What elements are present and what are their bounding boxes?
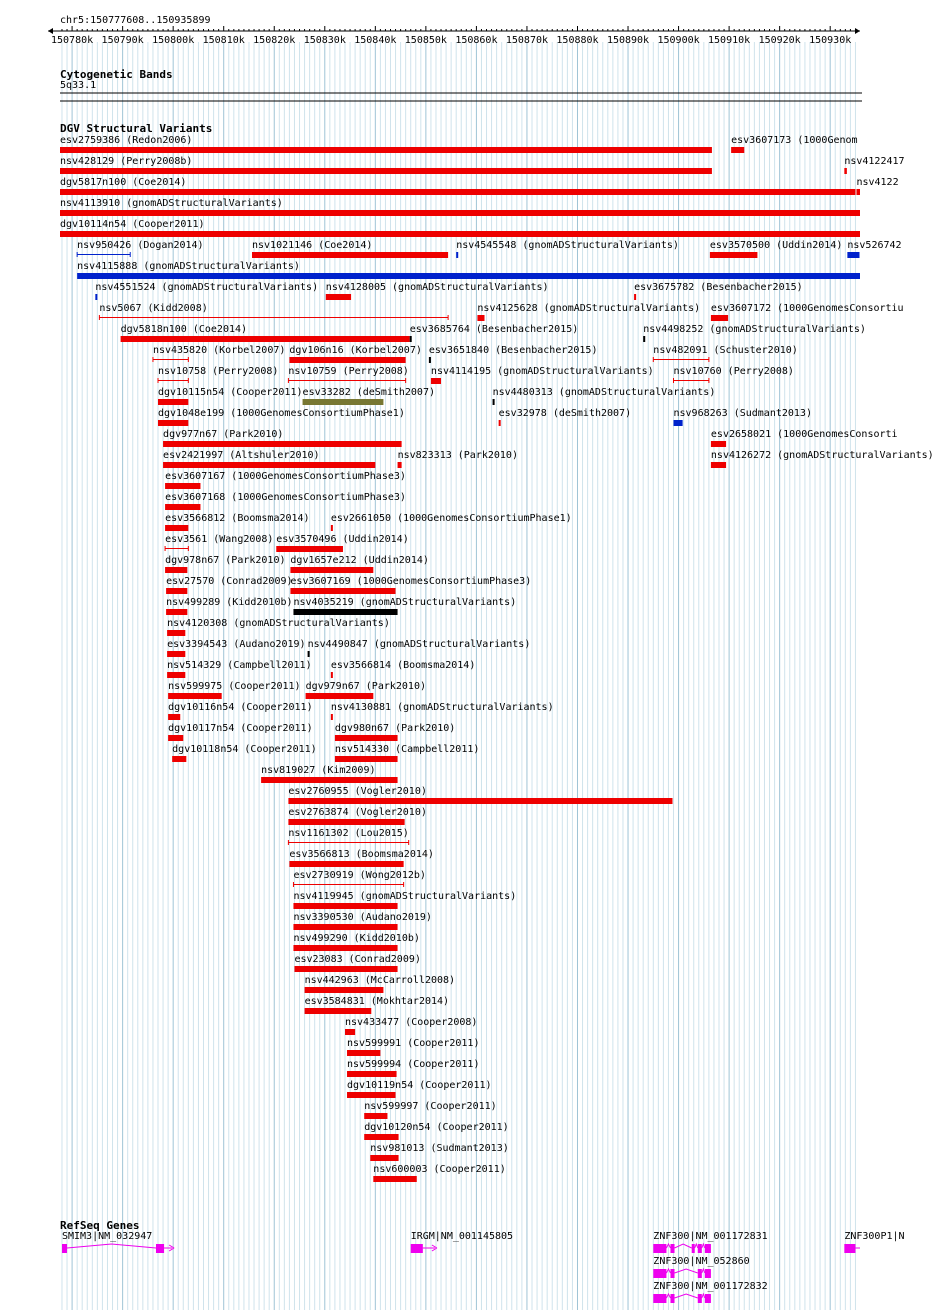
gene-exon[interactable]: [653, 1294, 666, 1303]
variant-label[interactable]: dgv977n67 (Park2010): [163, 429, 284, 440]
variant-bar[interactable]: [364, 1113, 387, 1119]
ruler-tick-label: 150900k: [657, 35, 700, 46]
variant-label[interactable]: esv3566814 (Boomsma2014): [330, 660, 476, 671]
variant-bar[interactable]: [305, 987, 384, 993]
gene-exon[interactable]: [653, 1269, 666, 1278]
variant-bar[interactable]: [331, 525, 333, 531]
ruler-tick-label: 150800k: [152, 35, 195, 46]
variant-label[interactable]: esv2759386 (Redon2006): [60, 135, 193, 146]
variant-label[interactable]: nsv1161302 (Lou2015): [288, 828, 409, 839]
variant-bar[interactable]: [293, 924, 397, 930]
variant-label[interactable]: esv3685764 (Besenbacher2015): [409, 324, 579, 335]
variant-bar[interactable]: [331, 672, 333, 678]
gene-exon[interactable]: [670, 1294, 674, 1303]
variant-bar[interactable]: [477, 315, 484, 321]
variant-label[interactable]: dgv10114n54 (Cooper2011): [60, 219, 205, 230]
variant-label[interactable]: dgv10117n54 (Cooper2011): [168, 723, 313, 734]
variant-label[interactable]: nsv599994 (Cooper2011): [347, 1059, 480, 1070]
variant-bar[interactable]: [345, 1029, 355, 1035]
variant-bar[interactable]: [710, 252, 758, 258]
variant-bar[interactable]: [167, 672, 185, 678]
variant-bar[interactable]: [60, 210, 860, 216]
variant-bar[interactable]: [60, 189, 855, 195]
variant-bar[interactable]: [294, 966, 397, 972]
ruler-tick-label: 150910k: [708, 35, 751, 46]
gene-label[interactable]: ZNF300|NM_001172831: [653, 1231, 768, 1242]
variant-label[interactable]: dgv10118n54 (Cooper2011): [172, 744, 317, 755]
variant-label[interactable]: nsv981013 (Sudmant2013): [370, 1143, 509, 1154]
gene-exon[interactable]: [698, 1269, 702, 1278]
cytoband-track-title: Cytogenetic Bands: [60, 68, 173, 81]
variant-bar[interactable]: [293, 945, 397, 951]
variant-bar[interactable]: [166, 588, 187, 594]
gene-exon[interactable]: [692, 1244, 695, 1253]
variant-bar[interactable]: [60, 168, 712, 174]
variant-bar[interactable]: [163, 462, 375, 468]
gene-intron: [695, 1244, 698, 1248]
variant-label[interactable]: nsv4114195 (gnomADStructuralVariants): [430, 366, 654, 377]
variant-label[interactable]: nsv4490847 (gnomADStructuralVariants): [307, 639, 531, 650]
variant-bar[interactable]: [261, 777, 397, 783]
variant-bar[interactable]: [288, 819, 404, 825]
gene-intron: [675, 1294, 698, 1298]
variant-bar[interactable]: [121, 336, 410, 342]
gene-intron: [702, 1244, 705, 1248]
variant-bar[interactable]: [856, 189, 860, 195]
variant-label[interactable]: nsv5067 (Kidd2008): [99, 303, 208, 314]
gene-exon[interactable]: [705, 1269, 711, 1278]
variant-label[interactable]: esv3675782 (Besenbacher2015): [634, 282, 803, 293]
variant-bar[interactable]: [172, 756, 186, 762]
ruler-tick-label: 150830k: [303, 35, 346, 46]
variant-bar[interactable]: [370, 1155, 398, 1161]
variant-bar[interactable]: [158, 399, 188, 405]
variant-label[interactable]: nsv4551524 (gnomADStructuralVariants): [95, 282, 319, 293]
variant-bar[interactable]: [674, 420, 683, 426]
variant-label[interactable]: nsv4480313 (gnomADStructuralVariants): [492, 387, 716, 398]
variant-bar[interactable]: [293, 609, 397, 615]
variant-label[interactable]: esv3566813 (Boomsma2014): [289, 849, 434, 860]
ruler-tick-label: 150880k: [556, 35, 599, 46]
variant-label[interactable]: nsv4120308 (gnomADStructuralVariants): [167, 618, 390, 629]
variant-bar[interactable]: [290, 567, 373, 573]
variant-bar[interactable]: [847, 252, 859, 258]
variant-label[interactable]: nsv10759 (Perry2008): [288, 366, 409, 377]
variant-label[interactable]: nsv823313 (Park2010): [397, 450, 518, 461]
variant-label[interactable]: nsv3390530 (Audano2019): [293, 912, 432, 923]
variant-label[interactable]: nsv4130881 (gnomADStructuralVariants): [330, 702, 554, 713]
variant-label[interactable]: nsv499290 (Kidd2010b): [293, 933, 420, 944]
variant-label[interactable]: nsv428129 (Perry2008b): [60, 156, 193, 167]
variant-bar[interactable]: [289, 357, 405, 363]
variant-bar[interactable]: [306, 693, 374, 699]
variant-bar[interactable]: [373, 1176, 416, 1182]
variant-bar[interactable]: [167, 651, 185, 657]
variant-label[interactable]: esv3394543 (Audano2019): [167, 639, 306, 650]
gene-label[interactable]: ZNF300P1|N: [844, 1231, 905, 1242]
ruler-tick-label: 150840k: [354, 35, 397, 46]
variant-label[interactable]: nsv4125628 (gnomADStructuralVariants): [477, 303, 701, 314]
variant-label[interactable]: nsv599997 (Cooper2011): [364, 1101, 497, 1112]
variant-label[interactable]: dgv10120n54 (Cooper2011): [364, 1122, 509, 1133]
gene-intron: [675, 1269, 698, 1273]
variant-label[interactable]: esv27570 (Conrad2009): [166, 576, 293, 587]
gene-exon[interactable]: [653, 1244, 666, 1253]
gene-exon[interactable]: [411, 1244, 423, 1253]
ruler-tick-label: 150890k: [606, 35, 650, 46]
variant-bar[interactable]: [165, 483, 200, 489]
variant-bar[interactable]: [711, 315, 728, 321]
variant-label[interactable]: dgv10119n54 (Cooper2011): [347, 1080, 492, 1091]
ruler-left-arrow: [48, 28, 53, 34]
variant-bar[interactable]: [276, 546, 343, 552]
refseq-track-title: RefSeq Genes: [60, 1219, 140, 1232]
variant-bar[interactable]: [60, 147, 712, 153]
variant-label[interactable]: esv3570496 (Uddin2014): [276, 534, 409, 545]
variant-label[interactable]: esv3607173 (1000Genom: [731, 135, 858, 146]
variant-bar[interactable]: [398, 462, 402, 468]
variant-label[interactable]: dgv1657e212 (Uddin2014): [290, 555, 429, 566]
variant-bar[interactable]: [77, 273, 860, 279]
variant-bar[interactable]: [335, 735, 398, 741]
variant-bar[interactable]: [431, 378, 441, 384]
variant-label[interactable]: esv32978 (deSmith2007): [498, 408, 632, 419]
variant-label[interactable]: dgv980n67 (Park2010): [334, 723, 456, 734]
variant-label[interactable]: esv23083 (Conrad2009): [294, 954, 421, 965]
gene-exon[interactable]: [62, 1244, 67, 1253]
variant-bar[interactable]: [167, 630, 185, 636]
variant-label[interactable]: nsv950426 (Dogan2014): [77, 240, 204, 251]
variant-label[interactable]: esv2760955 (Vogler2010): [288, 786, 427, 797]
gene-exon[interactable]: [705, 1294, 711, 1303]
ruler-tick-label: 150850k: [404, 35, 447, 46]
variant-bar[interactable]: [456, 252, 458, 258]
variant-bar[interactable]: [165, 567, 187, 573]
variant-bar[interactable]: [410, 336, 412, 342]
variant-bar[interactable]: [165, 504, 200, 510]
variant-bar[interactable]: [60, 231, 860, 237]
variant-label[interactable]: nsv4122417: [844, 156, 905, 167]
variant-label[interactable]: nsv499289 (Kidd2010b): [166, 597, 293, 608]
variant-label[interactable]: esv3607167 (1000GenomesConsortiumPhase3): [165, 471, 406, 482]
variant-bar[interactable]: [163, 441, 402, 447]
gene-label[interactable]: ZNF300|NM_001172832: [653, 1281, 768, 1292]
variant-label[interactable]: nsv1021146 (Coe2014): [252, 240, 373, 251]
variant-label[interactable]: dgv10115n54 (Cooper2011): [158, 387, 303, 398]
gene-intron: [702, 1294, 705, 1298]
variant-label[interactable]: nsv4545548 (gnomADStructuralVariants): [456, 240, 679, 251]
variant-label[interactable]: esv2730919 (Wong2012b): [293, 870, 426, 881]
variant-label[interactable]: nsv4113910 (gnomADStructuralVariants): [60, 198, 283, 209]
variant-bar[interactable]: [331, 714, 333, 720]
variant-bar[interactable]: [711, 441, 726, 447]
ruler-tick-label: 150790k: [101, 35, 144, 46]
gene-label[interactable]: ZNF300|NM_052860: [653, 1256, 750, 1267]
variant-bar[interactable]: [303, 399, 384, 405]
gene-exon[interactable]: [698, 1294, 702, 1303]
variant-label[interactable]: esv33282 (deSmith2007): [302, 387, 435, 398]
variant-label[interactable]: dgv5817n100 (Coe2014): [60, 177, 187, 188]
gene-exon[interactable]: [670, 1244, 674, 1253]
variant-bar[interactable]: [168, 714, 180, 720]
ruler-tick-label: 150860k: [455, 35, 498, 46]
variant-label[interactable]: esv3570500 (Uddin2014): [709, 240, 843, 251]
variant-label[interactable]: dgv10116n54 (Cooper2011): [168, 702, 313, 713]
variant-bar[interactable]: [844, 168, 847, 174]
variant-label[interactable]: nsv968263 (Sudmant2013): [673, 408, 812, 419]
variant-label[interactable]: dgv5818n100 (Coe2014): [120, 324, 248, 335]
variant-label[interactable]: esv2763874 (Vogler2010): [288, 807, 427, 818]
variant-bar[interactable]: [158, 420, 188, 426]
variant-bar[interactable]: [166, 609, 187, 615]
variant-label[interactable]: esv3607172 (1000GenomesConsortiu: [710, 303, 904, 314]
variant-bar[interactable]: [252, 252, 448, 258]
gene-exon[interactable]: [156, 1244, 164, 1253]
variant-bar[interactable]: [290, 588, 395, 594]
variant-bar[interactable]: [429, 357, 431, 363]
variant-bar[interactable]: [305, 1008, 372, 1014]
variant-label[interactable]: esv3607168 (1000GenomesConsortiumPhase3): [165, 492, 406, 503]
gene-label[interactable]: SMIM3|NM_032947: [61, 1231, 153, 1242]
variant-label[interactable]: nsv514330 (Campbell2011): [334, 744, 480, 755]
variant-bar[interactable]: [335, 756, 398, 762]
variant-label[interactable]: dgv1048e199 (1000GenomesConsortiumPhase1): [158, 408, 405, 419]
variant-bar[interactable]: [293, 903, 397, 909]
variant-label[interactable]: esv3566812 (Boomsma2014): [165, 513, 310, 524]
variant-bar[interactable]: [499, 420, 501, 426]
variant-bar[interactable]: [347, 1050, 380, 1056]
variant-label[interactable]: nsv10758 (Perry2008): [158, 366, 279, 377]
variant-label[interactable]: nsv514329 (Campbell2011): [167, 660, 312, 671]
variant-label[interactable]: nsv600003 (Cooper2011): [373, 1164, 506, 1175]
variant-label[interactable]: nsv442963 (McCarroll2008): [304, 975, 456, 986]
gene-exon[interactable]: [670, 1269, 674, 1278]
variant-bar[interactable]: [731, 147, 744, 153]
variant-label[interactable]: nsv4498252 (gnomADStructuralVariants): [643, 324, 866, 335]
gene-intron: [702, 1269, 705, 1273]
gene-exon[interactable]: [698, 1244, 702, 1253]
variant-bar[interactable]: [95, 294, 97, 300]
variant-label[interactable]: esv2421997 (Altshuler2010): [163, 450, 320, 461]
variant-label[interactable]: nsv819027 (Kim2009): [261, 765, 376, 776]
variant-label[interactable]: dgv106n16 (Korbel2007): [289, 345, 422, 356]
variant-label[interactable]: nsv435820 (Korbel2007): [152, 345, 286, 356]
ruler-tick-label: 150920k: [758, 35, 801, 46]
variant-bar[interactable]: [308, 651, 310, 657]
variant-bar[interactable]: [364, 1134, 398, 1140]
gene-exon[interactable]: [844, 1244, 855, 1253]
gene-label[interactable]: IRGM|NM_001145805: [410, 1231, 514, 1242]
variant-bar[interactable]: [289, 861, 403, 867]
variant-bar[interactable]: [643, 336, 645, 342]
dgv-track-title: DGV Structural Variants: [60, 122, 213, 135]
variant-label[interactable]: esv3584831 (Mokhtar2014): [304, 996, 450, 1007]
ruler-tick-label: 150810k: [202, 35, 245, 46]
variant-bar[interactable]: [326, 294, 351, 300]
variant-label[interactable]: nsv4122: [856, 177, 899, 188]
variant-label[interactable]: nsv4126272 (gnomADStructuralVariants): [710, 450, 934, 461]
ruler-tick-label: 150820k: [253, 35, 296, 46]
variant-label[interactable]: nsv433477 (Cooper2008): [345, 1017, 478, 1028]
variant-label[interactable]: nsv4128005 (gnomADStructuralVariants): [325, 282, 549, 293]
variant-label[interactable]: nsv4035219 (gnomADStructuralVariants): [293, 597, 517, 608]
variant-label[interactable]: nsv599991 (Cooper2011): [347, 1038, 480, 1049]
variant-label[interactable]: nsv4119945 (gnomADStructuralVariants): [293, 891, 517, 902]
variant-bar[interactable]: [347, 1071, 397, 1077]
variant-bar[interactable]: [168, 693, 222, 699]
variant-bar[interactable]: [168, 735, 183, 741]
variant-label[interactable]: nsv599975 (Cooper2011): [168, 681, 301, 692]
cytoband-label: 5q33.1: [60, 80, 97, 91]
ruler-tick-label: 150870k: [505, 35, 549, 46]
variant-bar[interactable]: [165, 525, 188, 531]
variant-bar[interactable]: [347, 1092, 396, 1098]
ruler-tick-label: 150930k: [809, 35, 852, 46]
variant-label[interactable]: nsv4115888 (gnomADStructuralVariants): [77, 261, 300, 272]
variant-bar[interactable]: [634, 294, 636, 300]
variant-label[interactable]: esv3651840 (Besenbacher2015): [428, 345, 598, 356]
ruler-tick-label: 150780k: [51, 35, 94, 46]
variant-label[interactable]: dgv978n67 (Park2010): [165, 555, 286, 566]
variant-label[interactable]: dgv979n67 (Park2010): [305, 681, 426, 692]
variant-label[interactable]: nsv526742: [847, 240, 902, 251]
gene-exon[interactable]: [705, 1244, 711, 1253]
region-label: chr5:150777608..150935899: [60, 15, 211, 26]
variant-bar[interactable]: [493, 399, 495, 405]
variant-label[interactable]: nsv10760 (Perry2008): [673, 366, 794, 377]
variant-label[interactable]: esv3561 (Wang2008): [165, 534, 274, 545]
variant-label[interactable]: nsv482091 (Schuster2010): [653, 345, 798, 356]
variant-bar[interactable]: [711, 462, 726, 468]
variant-bar[interactable]: [288, 798, 672, 804]
variant-label[interactable]: esv2661050 (1000GenomesConsortiumPhase1): [330, 513, 572, 524]
variant-label[interactable]: esv2658021 (1000GenomesConsorti: [710, 429, 898, 440]
variant-label[interactable]: esv3607169 (1000GenomesConsortiumPhase3): [290, 576, 532, 587]
